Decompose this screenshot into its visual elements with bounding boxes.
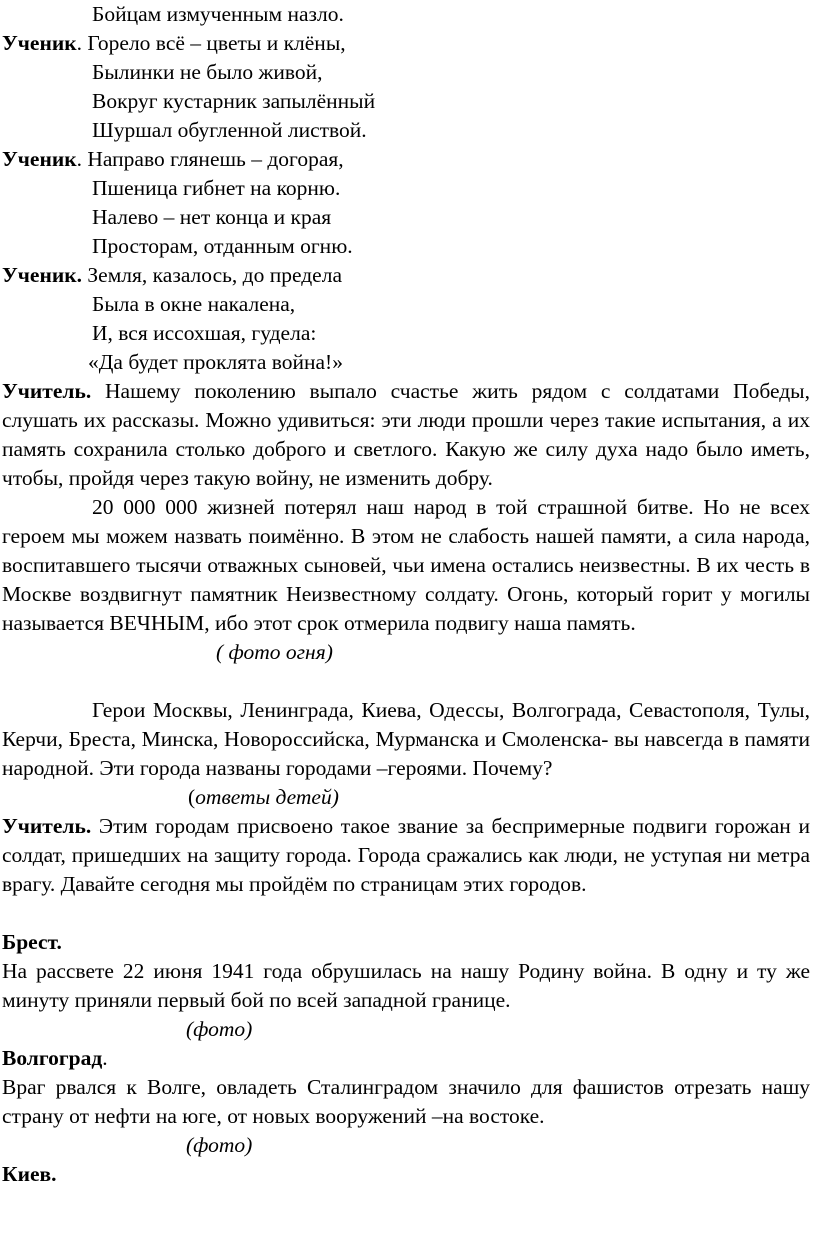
- paragraph-text: Нашему поколению выпало счастье жить рядом с солдатами Победы, слушать их рассказы. Можно удивиться: эти люди прошли через такие испытания, а их память сохранила столько доброго и светлого. Какую же силу духа надо было иметь, чтобы, пройдя через такую войну, не изменить добру.: [2, 379, 810, 490]
- verse-line: Вокруг кустарник запылённый: [92, 89, 376, 113]
- verse-line: Бойцам измученным назло.: [92, 2, 344, 26]
- paragraph: Герои Москвы, Ленинграда, Киева, Одессы, Волгограда, Севастополя, Тулы, Керчи, Бреста, Минска, Новороссийска, Мурманска и Смоленска- вы навсегда в памяти народной. Эти города названы городами –героями. Почему?: [2, 698, 810, 780]
- paragraph: 20 000 000 жизней потерял наш народ в той страшной битве. Но не всех героем мы можем назвать поимённо. В этом не слабость нашей памяти, а сила народа, воспитавшего тысячи отважных сыновей, чьи имена остались неизвестны. В их честь в Москве воздвигнут памятник Неизвестному солдату. Огонь, который горит у могилы называется ВЕЧНЫМ, ибо этот срок отмерила подвигу наша память.: [2, 495, 810, 635]
- speaker-label: Ученик: [2, 147, 77, 171]
- heading-text: Киев.: [2, 1162, 57, 1186]
- verse-text: . Направо глянешь – догорая,: [76, 147, 344, 171]
- paragraph: Враг рвался к Волге, овладеть Сталинградом значило для фашистов отрезать нашу страну от нефти на юге, от новых вооружений –на востоке.: [2, 1075, 810, 1128]
- verse-line: Шуршал обугленной листвой.: [92, 118, 367, 142]
- photo-note: (фото): [186, 1133, 253, 1157]
- verse-line: Налево – нет конца и края: [92, 205, 332, 229]
- verse-speaker-line: [0, 145, 810, 174]
- heading-text: Волгоград: [2, 1046, 103, 1070]
- speaker-label: Ученик.: [2, 263, 82, 287]
- speaker-label: Учитель.: [2, 814, 92, 838]
- verse-line: Пшеница гибнет на корню.: [92, 176, 341, 200]
- teacher-paragraph: [0, 812, 810, 899]
- note-text: ответы детей): [195, 785, 339, 809]
- verse-speaker-line: [0, 261, 810, 290]
- verse-speaker-line: [0, 29, 810, 58]
- verse-line: Былинки не было живой,: [92, 60, 323, 84]
- verse-line: Была в окне накалена,: [92, 292, 296, 316]
- answers-note: [0, 783, 810, 812]
- note-open-paren: (: [188, 785, 196, 809]
- section-heading-kiev: [0, 1160, 810, 1189]
- heading-dot: .: [102, 1046, 108, 1070]
- speaker-label: Учитель.: [2, 379, 92, 403]
- verse-line: Просторам, отданным огню.: [92, 234, 353, 258]
- teacher-paragraph: [0, 377, 810, 493]
- verse-block: [0, 0, 810, 377]
- blank-line: [0, 667, 810, 696]
- photo-note: (фото): [186, 1017, 253, 1041]
- blank-line: [0, 899, 810, 928]
- verse-text: Земля, казалось, до предела: [82, 263, 342, 287]
- paragraph: На рассвете 22 июня 1941 года обрушилась на нашу Родину война. В одну и ту же минуту приняли первый бой по всей западной границе.: [2, 959, 810, 1012]
- section-heading-brest: [0, 928, 810, 957]
- photo-note: ( фото огня): [216, 640, 333, 664]
- verse-line: «Да будет проклята война!»: [88, 350, 343, 374]
- section-heading-volgograd: [0, 1044, 810, 1073]
- speaker-label: Ученик: [2, 31, 77, 55]
- paragraph-text: Этим городам присвоено такое звание за беспримерные подвиги горожан и солдат, пришедших на защиту города. Города сражались как люди, не уступая ни метра врагу. Давайте сегодня мы пройдём по страницам этих городов.: [2, 814, 810, 896]
- verse-line: И, вся иссохшая, гудела:: [92, 321, 317, 345]
- heading-text: Брест.: [2, 930, 62, 954]
- verse-text: . Горело всё – цветы и клёны,: [76, 31, 346, 55]
